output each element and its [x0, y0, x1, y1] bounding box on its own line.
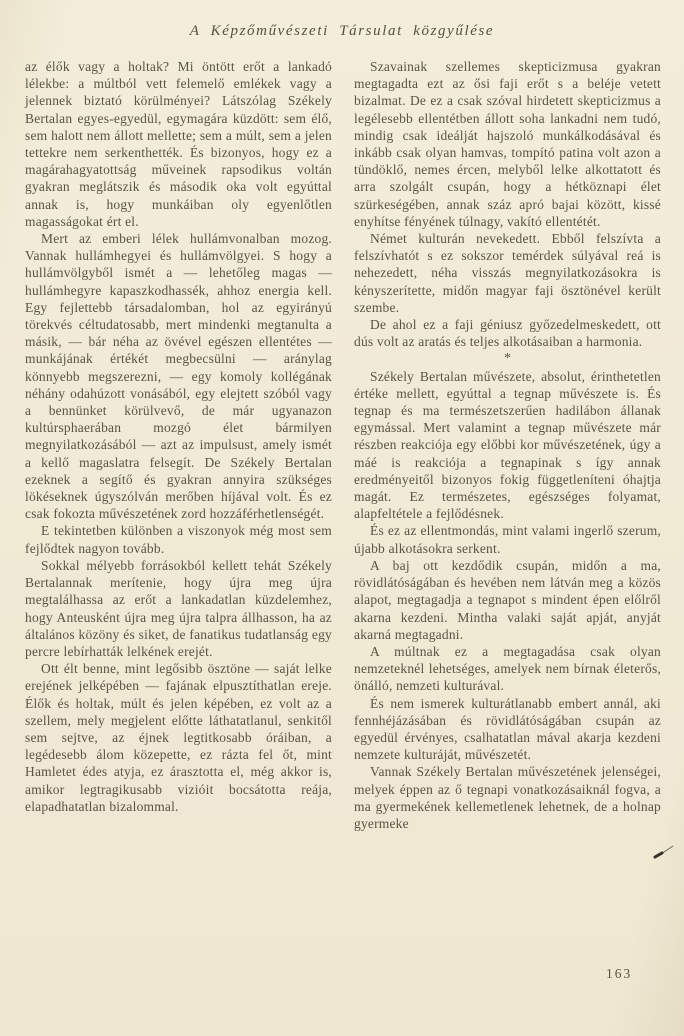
paragraph: Német kulturán nevekedett. Ebből felszívta a felszívhatót s ez sokszor temérdek súlyával reá is nehezedett, néha visszás megnyilatkozásokra is kényszerítette, midőn magyar faji ösztönével került szembe.: [354, 231, 661, 315]
paragraph: Mert az emberi lélek hullámvonalban mozog. Vannak hullámhegyei és hullámvölgyei. S hogy a hullámvölgyből ismét a — lehetőleg magas — hullámhegyre kapaszkodhassék, ahhoz energia kell. Egy fejlettebb társadalomban, hol az egyirányú törekvés céltudatosabb, mert mindenki megtanulta a másik, — bár néha az övével egészen ellentétes — munkájának értékét megbecsülni — aránylag könnyebb megszerezni, — egy komoly kollégának néhány odahúzott vonásából, egy elejtett szóból vagy a bennünket körülvevő, de már ugyanazon kultúrsphaerában mozgó élet bármilyen megnyilatkozásából — azt az impulsust, amely ismét a kellő magaslatra felsegít. De Székely Bertalan ezeknek a segítő és gyakran annyira szükséges lökéseknek úgyszólván merőben híjával volt. És ez csak fokozta művészetének zord hozzáférhetlenségét.: [25, 231, 332, 522]
handwritten-margin-mark: [652, 843, 676, 861]
text-columns: [25, 58, 661, 832]
paragraph: E tekintetben különben a viszonyok még most sem fejlődtek nagyon tovább.: [25, 523, 332, 556]
paragraph: De ahol ez a faji géniusz győzedelmeskedett, ott dús volt az aratás és teljes alkotásaiban a harmonia.: [354, 317, 661, 350]
paragraph: A baj ott kezdődik csupán, midőn a ma, rövidlátóságában és hevében nem látván meg a közös alapot, megtagadja a tegnapot s mindent épen előlről akarna kezdeni. Mintha valaki saját apját, anyját akarná megtagadni.: [354, 557, 661, 642]
page-header: [0, 22, 684, 40]
right-column: [354, 58, 661, 832]
page-number: 163: [606, 966, 633, 981]
paragraph: Székely Bertalan művészete, absolut, érinthetetlen értéke mellett, egyúttal a tegnap művészete is. És tegnap és ma természetszerűen hadilábon állanak egymással. Mert valamint a tegnap művészete már részben reakciója egy előbbi kor művészetének, úgy a máé is reakciója a tegnapinak s így annak eredményeitől bizonyos fokig függetleníteni óhajtja magát. Ez természetes, egészséges folyamat, alapfeltétele a fejlődésnek.: [354, 368, 661, 522]
paragraph: az élők vagy a holtak? Mi öntött erőt a lankadó lélekbe: a múltból vett felemelő emlékek vagy a jelennek biztató körülményei? Látszólag Székely Bertalan egyes-egyedül, egymagára küzdött: sem élő, sem halott nem állott mellette; sem a múlt, sem a jelen tettekre nem serkenthették. És bizonyos, hogy ez a magárahagyatottság műveinek rapsodikus voltán gyakran meglátszik és második oka volt egyúttal annak is, hogy munkáiban oly egyenlőtlen magasságokat ért el.: [25, 59, 332, 229]
paragraph: Szavainak szellemes skepticizmusa gyakran megtagadta ezt az ősi faji erőt s a beléje vetett bizalmat. De ez a csak szóval hirdetett skepticizmus a legélesebb ellentétben állott soha lankadni nem tudó, mindig csak ideálját hajszoló munkálkodásával és inkább csak olyan hamvas, tompító patina volt azon a tündöklő, nemes ércen, melyből lelke alkottatott és arra szolgált csupán, hogy a hétköznapi élet szürkeségében, annak száz apró bajai között, kissé enyhítse fényének túlnagy, vakító ellentétét.: [354, 59, 661, 229]
paragraph: Sokkal mélyebb forrásokból kellett tehát Székely Bertalannak merítenie, hogy újra meg újra megtalálhassa az erőt a lankadatlan küzdelemhez, hogy Anteusként újra meg újra talpra állhasson, ha az általános közöny és siket, de fanatikus tudatlanság egy percre lebírhatták lelkének erejét.: [25, 557, 332, 659]
left-column: [25, 58, 332, 832]
paragraph: A múltnak ez a megtagadása csak olyan nemzeteknél lehetséges, amelyek nem bírnak életerős, önálló, nemzeti kulturával.: [354, 643, 661, 694]
paragraph: És ez az ellentmondás, mint valami ingerlő szerum, újabb alkotásokra serkent.: [354, 523, 661, 556]
section-divider-asterisk: *: [504, 351, 511, 367]
page-header-title: A Képzőművészeti Társulat közgyűlése: [189, 23, 495, 39]
paragraph: Vannak Székely Bertalan művészetének jelenségei, melyek éppen az ő tegnapi vonatkozásaiknál fogva, a ma gyermekének kellemetlenek lehetnek, de a holnap gyermeke: [354, 764, 661, 831]
paragraph: Ott élt benne, mint legősibb ösztöne — saját lelke erejének jelképében — fajának elpusztíthatlan ereje. Élők és holtak, múlt és jelen képében, ez volt az a szellem, mely megjelent előtte láthatatlanul, senkitől sem sejtve, az éjnek legtitkosabb óráiban, a legédesebb álom közepette, ez rázta fel őt, mint Hamletet édes atyja, ez árasztotta el, még akkor is, amikor legtragikusabb vizióit bocsátotta reája, elapadhatatlan bizalommal.: [25, 661, 332, 814]
paragraph: És nem ismerek kulturátlanabb embert annál, aki fennhéjázásában és rövidlátóságában csupán az egyedül érvényes, csalhatatlan mával akarja kezdeni nemzete kulturáját, művészetét.: [354, 695, 661, 763]
